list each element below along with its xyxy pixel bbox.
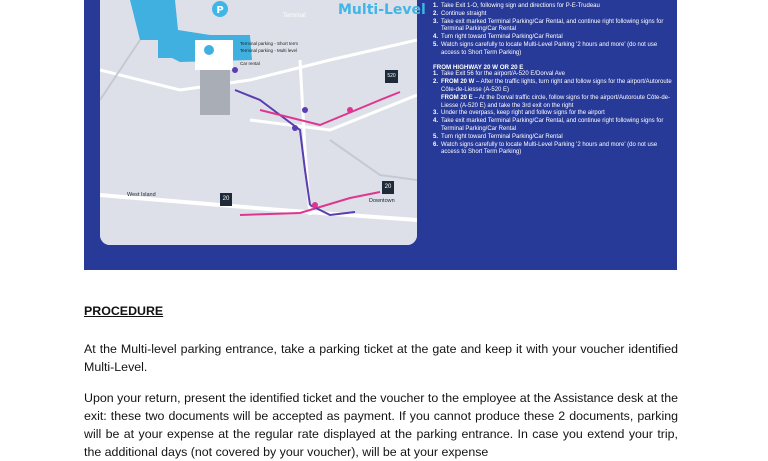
dir-item-4: 4. Take exit marked Terminal Parking/Car Rental, and continue right following signs for Terminal Parking/Car Rental xyxy=(433,118,664,132)
downtown-label: Downtown xyxy=(369,198,395,204)
parking-p-icon xyxy=(205,0,235,20)
map-terminal-label: Terminal xyxy=(283,13,306,19)
dir-top-2: 2. Continue straight xyxy=(433,10,487,17)
multi-level-badge: Multi-Level xyxy=(338,2,426,18)
dir-item-6: 6. Watch signs carefully to locate Multi-Level Parking '2 hours and more' (do not use access to Short Term Parking) xyxy=(433,141,658,156)
west-island-label: West Island xyxy=(127,192,156,198)
legend-multi-level: Terminal parking - Multi level xyxy=(240,48,298,53)
svg-text:P: P xyxy=(216,5,224,16)
procedure-paragraph-2: Upon your return, present the identified ticket and the voucher to the employee at the Assistance desk at the exit: these two documents will be accepted as payment. If you cannot produce these 2 documents, parking will be at your expense at the regular rate displayed at the parking entrance. In case you extend your trip, the additional days (not covered by your voucher), will be at your expense xyxy=(84,391,678,459)
dir-top-3: 3. Take exit marked Terminal Parking/Car Rental, and continue right following signs for Terminal Parking/Car Rental xyxy=(433,18,664,33)
dir-item-3: 3. Under the overpass, keep right and follow signs for the airport xyxy=(433,110,605,117)
airport-map xyxy=(100,0,417,245)
dir-item-2b: FROM 20 E – At the Dorval traffic circle, follow signs for the airport/Autoroute Côte-de-Liesse (A-520 E) and take the 3rd exit on the right xyxy=(441,94,670,109)
dir-heading-hwy20: FROM HIGHWAY 20 W OR 20 E xyxy=(433,63,524,71)
dir-item-1: 1. Take Exit 56 for the airport/A-520 E/Dorval Ave xyxy=(433,71,565,78)
hwy-20-shield-icon: 20 xyxy=(220,193,232,206)
dir-top-1: 1. Take Exit 1-O, following sign and directions for P-E-Trudeau xyxy=(433,3,600,9)
map-graphic xyxy=(100,0,417,245)
procedure-heading: PROCEDURE xyxy=(84,304,164,318)
legend-short-term: Terminal parking - Short term xyxy=(240,41,299,46)
legend-car-rental: Car rental xyxy=(240,61,260,66)
dir-item-5: 5. Turn right toward Terminal Parking/Car Rental xyxy=(433,133,563,140)
hwy-20-shield-icon-2: 20 xyxy=(382,181,394,194)
dir-item-2: 2. FROM 20 W – After the traffic lights, turn right and follow signs for the airport/Autoroute Côte-de-Liesse (A-520 E) xyxy=(433,79,672,93)
directions-text xyxy=(433,0,673,157)
dir-top-4: 4. Turn right toward Terminal Parking/Car Rental xyxy=(433,34,563,41)
procedure-paragraph-1: At the Multi-level parking entrance, take a parking ticket at the gate and keep it with your voucher identified Multi-Level. xyxy=(84,342,678,374)
dir-top-5: 5. Watch signs carefully to locate Multi-Level Parking '2 hours and more' (do not use access to Short Term Parking) xyxy=(433,41,658,56)
hwy-520-shield-icon: 520 xyxy=(385,70,398,83)
